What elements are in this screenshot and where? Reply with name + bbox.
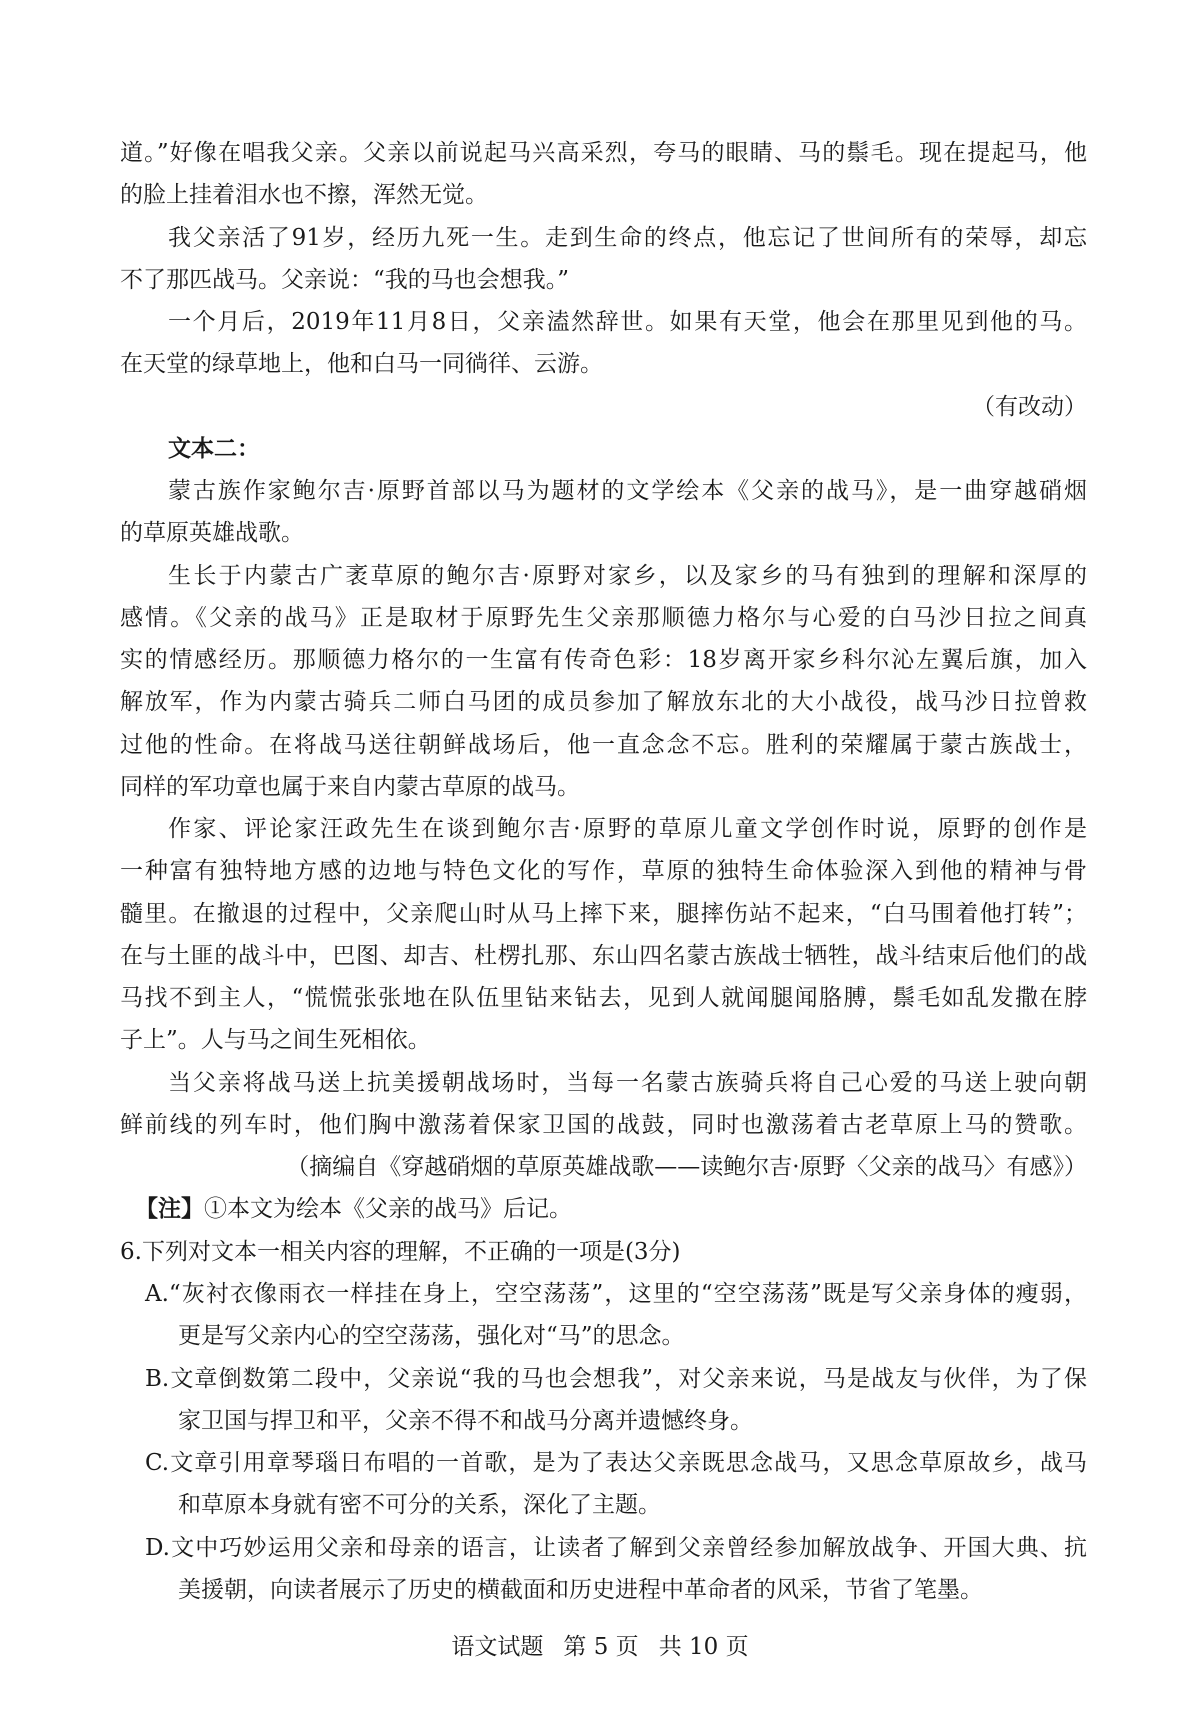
option-a: A.“灰衬衣像雨衣一样挂在身上，空空荡荡”，这里的“空空荡荡”既是写父亲身体的瘦弱，: [145, 1281, 1087, 1307]
source-note: （摘编自《穿越硝烟的草原英雄战歌——读鲍尔吉·原野〈父亲的战马〉有感》）: [286, 1154, 1087, 1180]
footnote-label: 【注】: [135, 1196, 204, 1222]
option-b: B.文章倒数第二段中，父亲说“我的马也会想我”，对父亲来说，马是战友与伙伴，为了保: [145, 1366, 1087, 1392]
paragraph-line: 感情。《父亲的战马》正是取材于原野先生父亲那顺德力格尔与心爱的白马沙日拉之间真: [120, 605, 1087, 631]
footnote: [135, 1195, 1087, 1223]
paragraph-line: 一种富有独特地方感的边地与特色文化的写作，草原的独特生命体验深入到他的精神与骨: [120, 858, 1087, 884]
paragraph-line: 解放军，作为内蒙古骑兵二师白马团的成员参加了解放东北的大小战役，战马沙日拉曾救: [120, 689, 1087, 715]
page-footer: [0, 1633, 1200, 1661]
paragraph-line: 作家、评论家汪政先生在谈到鲍尔吉·原野的草原儿童文学创作时说，原野的创作是: [168, 816, 1087, 842]
section-heading: 文本二：: [168, 436, 260, 462]
source-note: （有改动）: [972, 394, 1087, 420]
paragraph-line: 蒙古族作家鲍尔吉·原野首部以马为题材的文学绘本《父亲的战马》，是一曲穿越硝烟: [168, 478, 1087, 504]
paragraph-line: 当父亲将战马送上抗美援朝战场时，当每一名蒙古族骑兵将自己心爱的马送上驶向朝: [168, 1070, 1087, 1096]
option-d-continued: 美援朝，向读者展示了历史的横截面和历史进程中革命者的风采，节省了笔墨。: [178, 1577, 983, 1603]
footer-subject: 语文试题: [451, 1634, 544, 1660]
footer-total-pages: 共 10 页: [658, 1634, 749, 1660]
option-d: D.文中巧妙运用父亲和母亲的语言，让读者了解到父亲曾经参加解放战争、开国大典、抗: [145, 1535, 1087, 1561]
paragraph-line: 不了那匹战马。父亲说：“我的马也会想我。”: [120, 267, 570, 293]
option-c-continued: 和草原本身就有密不可分的关系，深化了主题。: [178, 1492, 661, 1518]
option-b-continued: 家卫国与捍卫和平，父亲不得不和战马分离并遗憾终身。: [178, 1408, 753, 1434]
question-stem: 6.下列对文本一相关内容的理解，不正确的一项是(3分): [120, 1239, 681, 1265]
paragraph-line: 道。”好像在唱我父亲。父亲以前说起马兴高采烈，夸马的眼睛、马的鬃毛。现在提起马，他: [120, 140, 1087, 166]
paragraph-line: 同样的军功章也属于来自内蒙古草原的战马。: [120, 774, 580, 800]
option-c: C.文章引用章琴瑙日布唱的一首歌，是为了表达父亲既思念战马，又思念草原故乡，战马: [145, 1450, 1087, 1476]
paragraph-line: 鲜前线的列车时，他们胸中激荡着保家卫国的战鼓，同时也激荡着古老草原上马的赞歌。: [120, 1112, 1087, 1138]
footnote-text: ①本文为绘本《父亲的战马》后记。: [204, 1196, 572, 1222]
paragraph-line: 髓里。在撤退的过程中，父亲爬山时从马上摔下来，腿摔伤站不起来，“白马围着他打转”；: [120, 901, 1087, 927]
paragraph-line: 生长于内蒙古广袤草原的鲍尔吉·原野对家乡，以及家乡的马有独到的理解和深厚的: [168, 563, 1087, 589]
paragraph-line: 我父亲活了91岁，经历九死一生。走到生命的终点，他忘记了世间所有的荣辱，却忘: [168, 225, 1087, 251]
paragraph-line: 过他的性命。在将战马送往朝鲜战场后，他一直念念不忘。胜利的荣耀属于蒙古族战士，: [120, 732, 1087, 758]
paragraph-line: 子上”。人与马之间生死相依。: [120, 1027, 431, 1053]
paragraph-line: 实的情感经历。那顺德力格尔的一生富有传奇色彩：18岁离开家乡科尔沁左翼后旗，加入: [120, 647, 1087, 673]
paragraph-line: 一个月后，2019年11月8日，父亲溘然辞世。如果有天堂，他会在那里见到他的马。: [168, 309, 1087, 335]
footer-page-number: 第 5 页: [563, 1634, 639, 1660]
paragraph-line: 的草原英雄战歌。: [120, 520, 304, 546]
paragraph-line: 在与土匪的战斗中，巴图、却吉、杜楞扎那、东山四名蒙古族战士牺牲，战斗结束后他们的战: [120, 943, 1087, 969]
paragraph-line: 的脸上挂着泪水也不擦，浑然无觉。: [120, 182, 488, 208]
paragraph-line: 马找不到主人，“慌慌张张地在队伍里钻来钻去，见到人就闻腿闻胳膊，鬃毛如乱发撒在脖: [120, 985, 1087, 1011]
option-a-continued: 更是写父亲内心的空空荡荡，强化对“马”的思念。: [178, 1323, 685, 1349]
paragraph-line: 在天堂的绿草地上，他和白马一同徜徉、云游。: [120, 351, 603, 377]
